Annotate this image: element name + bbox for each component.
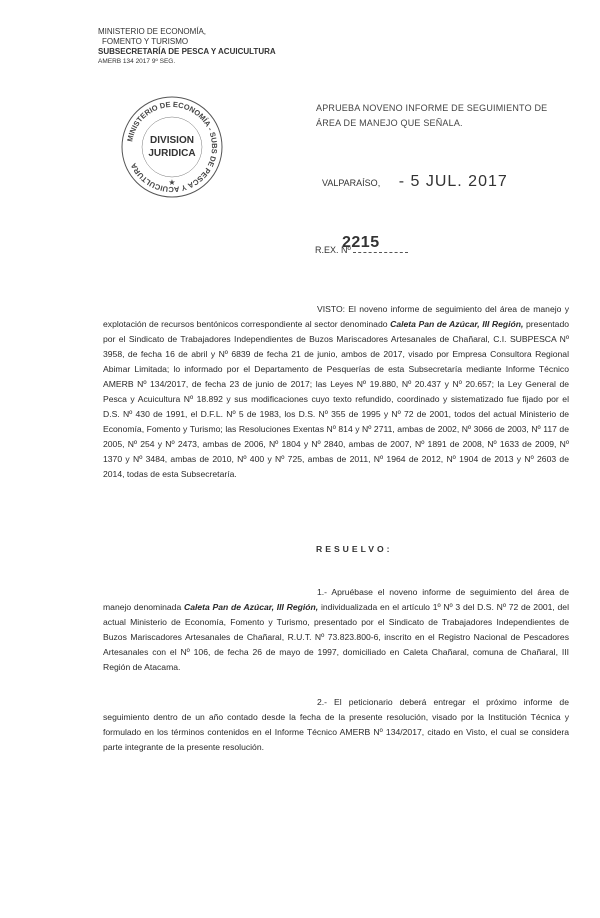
item1-area-name: Caleta Pan de Azúcar, III Región,	[183, 602, 319, 612]
stamp-center-line1: DIVISION	[150, 135, 194, 146]
stamp-star-icon: ★	[168, 178, 176, 187]
rex-underline	[353, 252, 408, 253]
visto-area-name: Caleta Pan de Azúcar, III Región,	[390, 319, 524, 329]
rex-number: 2215	[342, 234, 380, 251]
item1-lead: 1.- Apruébase el noveno informe de seguimiento del área de manejo denominada	[103, 587, 569, 612]
division-juridica-stamp	[117, 92, 227, 202]
resolution-item-1	[103, 585, 569, 675]
stamp-ring-text: MINISTERIO DE ECONOMÍA - SUBS DE PESCA Y ACUICULTURA	[125, 99, 220, 195]
resuelvo-heading: RESUELVO:	[316, 544, 393, 554]
letterhead	[98, 27, 276, 67]
resolution-item-2	[103, 695, 569, 755]
letterhead-reference: AMERB 134 2017 9º SEG.	[98, 58, 176, 65]
resolution-number	[315, 234, 408, 255]
visto-rest: presentado por el Sindicato de Trabajadores Independientes de Buzos Mariscadores Artesanales de Chañaral, C.I. SUBPESCA Nº 3958, de fecha 16 de abril y Nº 6839 de fecha 21 de junio, ambos de 2017, visado por Empresa Consultora Regional Abimar Limitada; lo informado por el Departamento de Pesquerías de esta Subsecretaría mediante Informe Técnico AMERB Nº 134/2017, de fecha 23 de junio de 2017; las Leyes Nº 19.880, Nº 20.437 y Nº 20.657; la Ley General de Pesca y Acuicultura Nº 18.892 y sus modificaciones cuyo texto refundido, coordinado y sistematizado fue fijado por el D.S. Nº 430 de 1991, el D.F.L. Nº 5 de 1983, los D.S. Nº 355 de 1995 y Nº 72 de 2001, todos del actual Ministerio de Economía, Fomento y Turismo; las Resoluciones Exentas Nº 814 y Nº 2711, ambas de 2002, Nº 3066 de 2003, Nº 117 de 2005, Nº 254 y Nº 2473, ambas de 2006, Nº 1804 y Nº 2840, ambas de 2007, Nº 1891 de 2008, Nº 1633 de 2009, Nº 1370 y Nº 3484, ambas de 2010, Nº 400 y Nº 725, ambas de 2011, Nº 1964 de 2012, Nº 1904 de 2013 y Nº 2603 de 2014, todas de esta Subsecretaría.	[103, 319, 570, 479]
item1-rest: individualizada en el artículo 1º Nº 3 del D.S. Nº 72 de 2001, del actual Ministerio de Economía, Fomento y Turismo, presentado por el Sindicato de Trabajadores Independientes de Buzos Mariscadores Artesanales de Chañaral, R.U.T. Nº 73.823.800-6, inscrito en el Registro Nacional de Pescadores Artesanales con el Nº 106, de fecha 26 de mayo de 1997, domiciliado en Caleta Chañaral, comuna de Chañaral, III Región de Atacama.	[103, 602, 569, 672]
resolution-subject: APRUEBA NOVENO INFORME DE SEGUIMIENTO DE ÁREA DE MANEJO QUE SEÑALA.	[316, 103, 548, 128]
item2-text: 2.- El peticionario deberá entregar el próximo informe de seguimiento dentro de un año contado desde la fecha de la presente resolución, visado por la Institución Técnica y formulado en los términos contenidos en el Informe Técnico AMERB Nº 134/2017, citado en Visto, el cual se considera parte integrante de la presente resolución.	[103, 697, 569, 752]
rex-label: R.EX. Nº	[315, 245, 351, 255]
letterhead-ministry-cont: FOMENTO Y TURISMO	[102, 37, 189, 46]
letterhead-subsecretaria: SUBSECRETARÍA DE PESCA Y ACUICULTURA	[98, 47, 276, 56]
date-city: VALPARAÍSO,	[322, 178, 381, 188]
date-stamp: - 5 JUL. 2017	[398, 173, 508, 190]
stamp-center-line2: JURIDICA	[148, 148, 196, 159]
visto-lead: VISTO: El noveno informe de seguimiento del área de manejo y explotación de recursos bentónicos correspondiente al sector denominado	[103, 304, 569, 329]
date-line	[322, 173, 508, 191]
letterhead-ministry: MINISTERIO DE ECONOMÍA,	[98, 27, 207, 36]
visto-paragraph	[103, 302, 569, 482]
